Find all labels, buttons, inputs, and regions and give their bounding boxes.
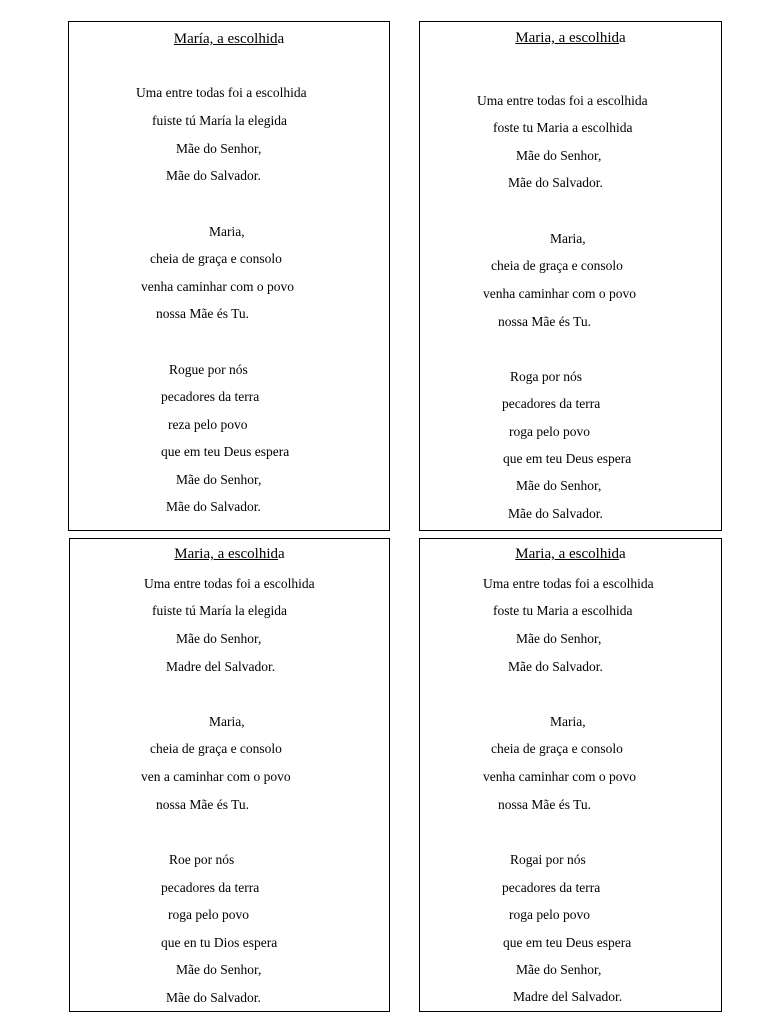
lyrics-card-3: [69, 538, 390, 1012]
lyric-line: Roga por nós: [510, 369, 582, 384]
lyric-line: Mãe do Senhor,: [516, 631, 602, 646]
lyric-line: Mãe do Salvador.: [166, 168, 261, 183]
lyric-line: foste tu Maria a escolhida: [493, 603, 633, 618]
lyric-line: que em teu Deus espera: [503, 451, 632, 466]
lyric-line: nossa Mãe és Tu.: [498, 797, 592, 812]
lyric-line: nossa Mãe és Tu.: [156, 797, 250, 812]
lyric-line: pecadores da terra: [502, 880, 601, 895]
lyric-line: cheia de graça e consolo: [491, 258, 623, 273]
lyric-line: roga pelo povo: [509, 907, 590, 922]
lyric-line: reza pelo povo: [168, 417, 248, 432]
lyric-line: Mãe do Senhor,: [516, 478, 602, 493]
lyric-line: Maria,: [209, 714, 245, 729]
lyric-line: cheia de graça e consolo: [150, 251, 282, 266]
lyric-line: Maria,: [550, 714, 586, 729]
card-title-underlined: María, a escolhid: [173, 31, 278, 47]
lyric-line: Madre del Salvador.: [166, 659, 276, 674]
card-title: [420, 29, 721, 47]
lyric-line: pecadores da terra: [502, 396, 601, 411]
lyric-line: Rogai por nós: [510, 852, 586, 867]
lyric-line: Mãe do Salvador.: [508, 659, 603, 674]
card-title-end: a: [278, 546, 285, 562]
lyric-line: Mãe do Senhor,: [176, 962, 262, 977]
lyric-line: que em teu Deus espera: [161, 444, 290, 459]
lyric-line: que em teu Deus espera: [503, 935, 632, 950]
lyric-line: fuiste tú María la elegida: [152, 603, 287, 618]
card-title-end: a: [619, 546, 626, 562]
lyric-line: Mãe do Senhor,: [176, 631, 262, 646]
lyric-line: Mãe do Senhor,: [516, 148, 602, 163]
lyrics-card-2: [419, 21, 722, 531]
card-title-underlined: Maria, a escolhid: [515, 30, 620, 46]
card-title: [70, 545, 389, 563]
lyric-line: pecadores da terra: [161, 389, 260, 404]
lyric-line: Madre del Salvador.: [513, 989, 623, 1004]
lyric-line: foste tu Maria a escolhida: [493, 120, 633, 135]
lyric-line: fuiste tú María la elegida: [152, 113, 287, 128]
lyric-line: Mãe do Senhor,: [176, 472, 262, 487]
card-title-underlined: Maria, a escolhid: [174, 546, 279, 562]
lyric-line: Mãe do Salvador.: [166, 499, 261, 514]
card-title-underlined: Maria, a escolhid: [515, 546, 620, 562]
lyric-line: Roe por nós: [169, 852, 235, 867]
lyric-line: Mãe do Senhor,: [516, 962, 602, 977]
lyric-line: que en tu Dios espera: [161, 935, 278, 950]
lyric-line: Mãe do Salvador.: [508, 506, 603, 521]
lyric-line: nossa Mãe és Tu.: [156, 306, 250, 321]
card-title-end: a: [619, 30, 626, 46]
lyric-line: ven a caminhar com o povo: [141, 769, 291, 784]
lyric-line: pecadores da terra: [161, 880, 260, 895]
lyrics-card-4: [419, 538, 722, 1012]
lyric-line: Mãe do Senhor,: [176, 141, 262, 156]
lyric-line: Uma entre todas foi a escolhida: [477, 93, 648, 108]
lyric-line: venha caminhar com o povo: [141, 279, 294, 294]
lyric-line: Maria,: [550, 231, 586, 246]
lyric-line: venha caminhar com o povo: [483, 286, 636, 301]
lyric-line: nossa Mãe és Tu.: [498, 314, 592, 329]
lyric-line: Uma entre todas foi a escolhida: [483, 576, 654, 591]
lyric-line: Rogue por nós: [169, 362, 248, 377]
lyric-line: Uma entre todas foi a escolhida: [144, 576, 315, 591]
lyric-line: Mãe do Salvador.: [508, 175, 603, 190]
lyric-line: Maria,: [209, 224, 245, 239]
card-title-end: a: [277, 31, 285, 47]
lyric-line: cheia de graça e consolo: [150, 741, 282, 756]
lyrics-card-1: [68, 21, 390, 531]
card-title: [420, 545, 721, 563]
lyric-line: cheia de graça e consolo: [491, 741, 623, 756]
lyric-line: venha caminhar com o povo: [483, 769, 636, 784]
lyric-line: Uma entre todas foi a escolhida: [136, 85, 307, 100]
card-title: [69, 30, 389, 48]
lyric-line: roga pelo povo: [509, 424, 590, 439]
lyric-line: Mãe do Salvador.: [166, 990, 261, 1005]
lyric-line: roga pelo povo: [168, 907, 249, 922]
